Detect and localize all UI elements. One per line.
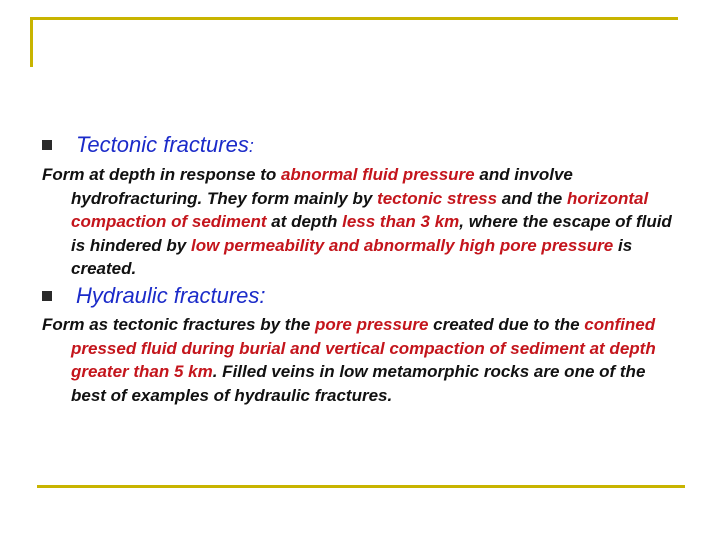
body-text: Form at depth in response to	[42, 165, 281, 184]
body-text: at depth	[266, 212, 343, 231]
bullet-item-tectonic	[42, 130, 254, 160]
heading-hydraulic-fractures: Hydraulic fractures:	[76, 283, 266, 308]
body-text: , where the escape of fluid is hindered by	[71, 212, 672, 255]
highlight-text: pore pressure	[315, 315, 429, 334]
highlight-text: less than 3 km	[342, 212, 460, 231]
heading-tectonic-colon: :	[248, 136, 254, 156]
body-text: Form as tectonic fractures by the	[42, 315, 316, 334]
heading-tectonic-fractures	[76, 132, 254, 158]
body-text: and the	[497, 188, 567, 208]
body-text: and involve hydrofracturing. They form mainly by	[71, 165, 573, 208]
highlight-text: confined pressed fluid during burial and vertical compaction of sediment at depth greater than 5 km	[71, 315, 656, 381]
paragraph-hydraulic	[42, 313, 682, 407]
frame-left-line	[30, 17, 33, 67]
body-text: . Filled veins in low metamorphic rocks are one of the best of examples of hydraulic fractures.	[71, 362, 646, 405]
body-text: created due to the	[428, 315, 585, 334]
square-bullet-icon	[42, 140, 52, 150]
heading-tectonic-text: Tectonic fractures	[76, 132, 249, 157]
paragraph-tectonic	[42, 163, 682, 281]
highlight-text: low permeability and abnormally high pore pressure	[190, 235, 614, 255]
highlight-text: tectonic stress	[377, 188, 498, 208]
highlight-text: abnormal fluid pressure	[280, 165, 475, 184]
body-text: is created.	[71, 235, 633, 278]
frame-top-line	[30, 17, 678, 20]
bullet-item-hydraulic	[42, 281, 266, 311]
square-bullet-icon	[42, 291, 52, 301]
frame-bottom-line	[37, 485, 685, 488]
highlight-text: horizontal compaction of sediment	[71, 188, 649, 231]
